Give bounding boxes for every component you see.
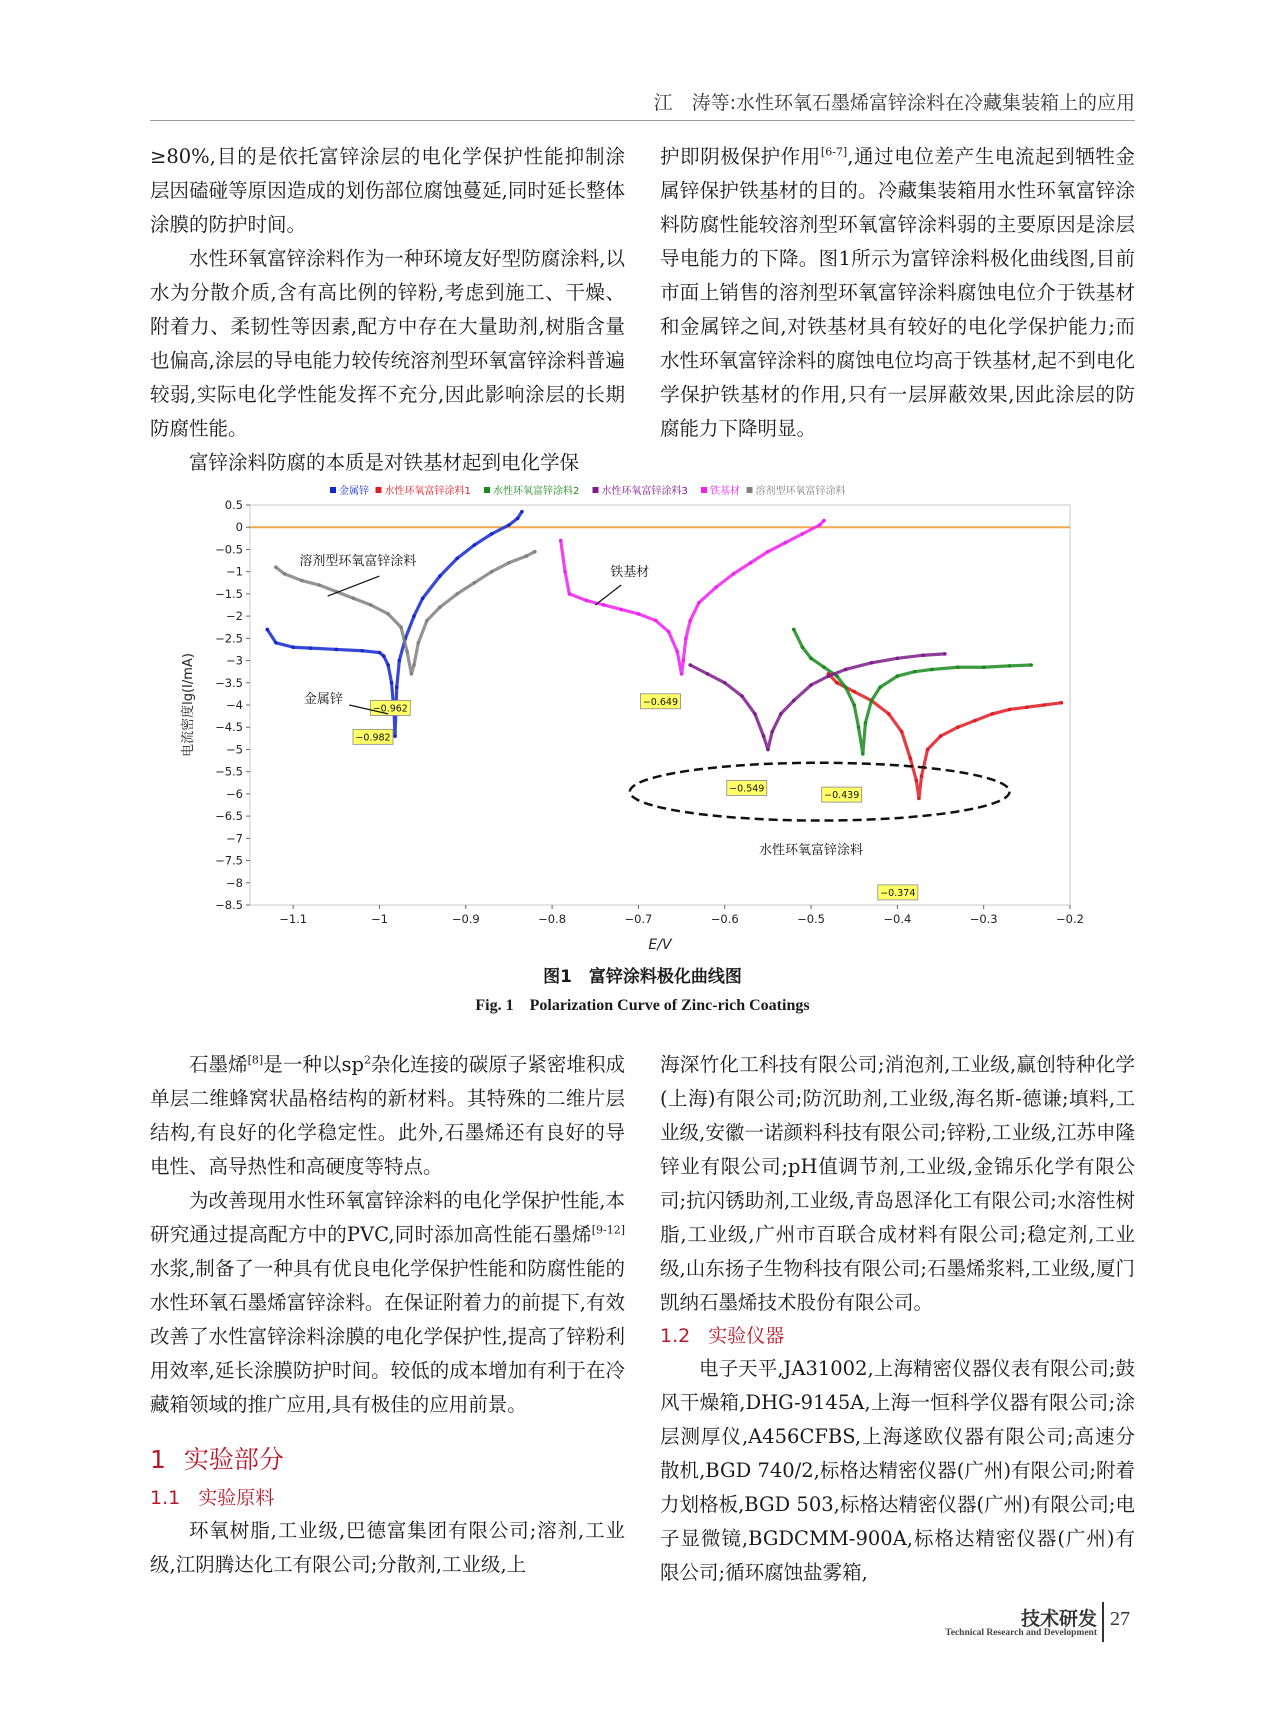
data-point: [818, 523, 822, 527]
data-point: [386, 612, 390, 616]
data-point: [425, 619, 429, 623]
data-point: [455, 557, 459, 561]
text-run: ,通过电位差产生电流起到牺牲金属锌保护铁基材的目的。冷藏集装箱用水性环氧富锌涂料防腐性能较溶剂型环氧富锌涂料弱的主要原因是涂层导电能力的下降。图1所示为富锌涂料极化曲线图,目前市面上销售的溶剂型环氧富锌涂料腐蚀电位介于铁基材和金属锌之间,对铁基材具有较好的电化学保护能力;而水性环氧富锌涂料的腐蚀电位均高于铁基材,起不到电化学保护铁基材的作用,只有一层屏蔽效果,因此涂层的防腐能力下降明显。: [660, 145, 1135, 440]
data-point: [675, 650, 679, 654]
data-point: [844, 685, 848, 689]
paragraph: 环氧树脂,工业级,巴德富集团有限公司;溶剂,工业级,江阴腾达化工有限公司;分散剂,工业级,上: [150, 1519, 625, 1576]
data-point: [915, 779, 919, 783]
data-point: [520, 510, 524, 514]
value-label: −0.982: [355, 732, 391, 744]
y-tick-label: −4: [226, 698, 243, 712]
value-label: −0.374: [880, 887, 916, 899]
data-point: [395, 685, 399, 689]
data-point: [399, 625, 403, 629]
y-tick-label: −1.5: [215, 586, 243, 601]
data-point: [762, 734, 766, 738]
data-point: [864, 721, 868, 725]
data-point: [982, 665, 986, 669]
running-header: 江 涛等:水性环氧石墨烯富锌涂料在冷藏集装箱上的应用: [653, 92, 1135, 114]
y-tick-label: −7.5: [215, 853, 243, 868]
data-point: [291, 645, 295, 649]
data-point: [684, 637, 688, 641]
data-point: [896, 674, 900, 678]
y-tick-label: −2.5: [215, 631, 243, 646]
data-point: [835, 681, 839, 685]
subsection-title: 实验仪器: [708, 1325, 785, 1347]
legend-marker: [593, 487, 599, 493]
data-point: [619, 608, 623, 612]
data-point: [926, 748, 930, 752]
data-point: [438, 605, 442, 609]
data-point: [822, 665, 826, 669]
data-point: [917, 797, 921, 801]
data-point: [900, 730, 904, 734]
text-run: 护即阴极保护作用: [660, 145, 821, 168]
subsection-heading: [150, 1482, 625, 1514]
annotation-label: 金属锌: [303, 691, 343, 707]
paragraph: [660, 140, 1135, 446]
data-point: [473, 581, 477, 585]
data-point: [991, 712, 995, 716]
data-point: [930, 668, 934, 672]
data-point: [283, 572, 287, 576]
data-point: [507, 523, 511, 527]
data-point: [852, 690, 856, 694]
y-axis-label: 电流密度lg(I/mA): [181, 653, 196, 757]
data-point: [920, 774, 924, 778]
data-point: [1060, 701, 1064, 705]
x-tick-label: −0.6: [710, 912, 739, 926]
data-point: [801, 645, 805, 649]
x-tick-label: −0.3: [969, 912, 998, 926]
upper-left-column: [150, 140, 625, 480]
data-point: [779, 712, 783, 716]
x-axis-label: E/V: [648, 937, 672, 953]
x-tick-label: −0.9: [451, 912, 480, 926]
data-point: [490, 532, 494, 536]
data-point: [490, 570, 494, 574]
data-point: [913, 670, 917, 674]
data-point: [732, 572, 736, 576]
data-point: [390, 681, 394, 685]
data-point: [688, 663, 692, 667]
annotation-label: 水性环氧富锌涂料: [759, 842, 864, 858]
data-point: [770, 730, 774, 734]
section-number: 1: [150, 1445, 166, 1474]
data-point: [801, 532, 805, 536]
data-point: [1025, 705, 1029, 709]
y-tick-label: −1: [226, 564, 243, 579]
y-tick-label: −5: [226, 742, 243, 757]
data-point: [412, 614, 416, 618]
legend-label: 金属锌: [339, 486, 369, 497]
footer-section-en: Technical Research and Development: [945, 1628, 1097, 1638]
data-point: [455, 592, 459, 596]
data-point: [973, 719, 977, 723]
data-point: [1029, 663, 1033, 667]
subsection-number: 1.1: [150, 1487, 181, 1509]
page-number: 27: [1110, 1608, 1130, 1630]
y-tick-label: −2: [226, 609, 243, 624]
data-point: [753, 712, 757, 716]
data-point: [405, 650, 409, 654]
data-point: [706, 672, 710, 676]
data-point: [887, 712, 891, 716]
data-point: [878, 685, 882, 689]
data-point: [317, 583, 321, 587]
data-point: [654, 619, 658, 623]
data-point: [568, 592, 572, 596]
data-point: [559, 539, 563, 543]
data-point: [870, 661, 874, 665]
y-tick-label: −8.5: [215, 898, 243, 912]
y-tick-label: −5.5: [215, 764, 243, 779]
value-label: −0.549: [729, 783, 765, 795]
text-run: 石墨烯: [189, 1053, 248, 1076]
data-point: [921, 653, 925, 657]
data-point: [844, 668, 848, 672]
data-point: [956, 665, 960, 669]
data-point: [637, 612, 641, 616]
data-point: [909, 757, 913, 761]
data-point: [473, 543, 477, 547]
data-point: [360, 649, 364, 653]
data-point: [667, 630, 671, 634]
upper-right-column: [660, 140, 1135, 446]
y-tick-label: −4.5: [215, 720, 243, 735]
data-point: [524, 554, 528, 558]
annotation-label: 铁基材: [610, 565, 650, 581]
data-point: [766, 748, 770, 752]
data-point: [827, 674, 831, 678]
x-tick-label: −0.7: [624, 912, 653, 926]
data-point: [857, 725, 861, 729]
subsection-heading: [660, 1320, 1135, 1352]
legend-marker: [484, 487, 490, 493]
data-point: [956, 725, 960, 729]
data-point: [943, 652, 947, 656]
paragraph: 水性环氧富锌涂料作为一种环境友好型防腐涂料,以水为分散介质,含有高比例的锌粉,考虑到施工、干燥、附着力、柔韧性等因素,配方中存在大量助剂,树脂含量也偏高,涂层的导电能力较传统溶剂型环氧富锌涂料普遍较弱,实际电化学性能发挥不充分,因此影响涂层的长期防腐性能。: [150, 247, 625, 440]
value-label: −0.649: [642, 696, 679, 708]
paragraph: ≥80%,目的是依托富锌涂层的电化学保护性能抑制涂层因磕碰等原因造成的划伤部位腐蚀蔓延,同时延长整体涂膜的防护时间。: [150, 145, 625, 236]
subsection-title: 实验原料: [198, 1487, 275, 1509]
data-point: [809, 683, 813, 687]
data-point: [335, 648, 339, 652]
data-point: [861, 752, 865, 756]
data-point: [274, 641, 278, 645]
figure-caption-en: Fig. 1 Polarization Curve of Zinc-rich Coatings: [475, 997, 810, 1014]
legend-label: 水性环氧富锌涂料2: [493, 486, 580, 497]
x-tick-label: −0.8: [538, 912, 567, 926]
x-tick-label: −0.2: [1056, 912, 1084, 926]
legend-label: 水性环氧富锌涂料3: [601, 486, 688, 497]
paragraph: [150, 1184, 625, 1422]
data-point: [1042, 703, 1046, 707]
data-point: [585, 599, 589, 603]
x-tick-label: −0.4: [883, 912, 912, 926]
y-tick-label: −3.5: [215, 675, 243, 690]
paragraph: 富锌涂料防腐的本质是对铁基材起到电化学保: [189, 451, 580, 474]
legend-label: 水性环氧富锌涂料1: [384, 486, 471, 497]
data-point: [265, 628, 269, 632]
paragraph: 海深竹化工科技有限公司;消泡剂,工业级,赢创特种化学(上海)有限公司;防沉助剂,工业级,海名斯-德谦;填料,工业级,安徽一诺颜料科技有限公司;锌粉,工业级,江苏申隆锌业有限公司;pH值调节剂,工业级,金锦乐化学有限公司;抗闪锈助剂,工业级,青岛恩泽化工有限公司;水溶性树脂,工业级,广州市百联合成材料有限公司;稳定剂,工业级,山东扬子生物科技有限公司;石墨烯浆料,工业级,厦门凯纳石墨烯技术股份有限公司。: [660, 1053, 1135, 1314]
legend-label: 溶剂型环氧富锌涂料: [755, 486, 846, 497]
y-tick-label: −8: [226, 875, 243, 890]
data-point: [602, 603, 606, 607]
data-point: [516, 517, 520, 521]
data-point: [393, 734, 397, 738]
data-point: [822, 519, 826, 523]
value-label: −0.439: [824, 790, 860, 802]
y-tick-label: −3: [226, 653, 243, 668]
legend-marker: [747, 487, 753, 493]
data-point: [1008, 664, 1012, 668]
text-run: 为改善现用水性环氧富锌涂料的电化学保护性能,本研究通过提高配方中的PVC,同时添加高性能石墨烯: [150, 1189, 625, 1246]
value-label: −0.962: [372, 703, 408, 715]
x-tick-label: −1: [370, 912, 388, 926]
data-point: [533, 550, 537, 554]
data-point: [1008, 708, 1012, 712]
data-point: [783, 541, 787, 545]
superscript: 2: [363, 1053, 371, 1067]
data-point: [809, 657, 813, 661]
data-point: [378, 651, 382, 655]
paragraph: [150, 1048, 625, 1184]
data-point: [792, 699, 796, 703]
data-point: [870, 699, 874, 703]
data-point: [382, 654, 386, 658]
legend-label: 铁基材: [710, 486, 740, 497]
lower-right-column: [660, 1048, 1135, 1590]
x-tick-label: −0.5: [797, 912, 826, 926]
text-run: 是一种以sp: [263, 1053, 364, 1076]
data-point: [740, 694, 744, 698]
y-tick-label: −6: [226, 786, 243, 801]
y-tick-label: −6.5: [215, 809, 243, 824]
data-point: [412, 663, 416, 667]
data-point: [896, 657, 900, 661]
polarization-chart: [170, 475, 1090, 955]
data-point: [749, 561, 753, 565]
data-point: [300, 579, 304, 583]
data-point: [852, 703, 856, 707]
header-divider: [150, 120, 1135, 121]
data-point: [507, 561, 511, 565]
data-point: [714, 585, 718, 589]
figure-caption-zh: 图1 富锌涂料极化曲线图: [543, 967, 742, 987]
data-point: [939, 734, 943, 738]
text-run: 杂化连接的碳原子紧密堆积成单层二维蜂窝状晶格结构的新材料。其特殊的二维片层结构,有良好的化学稳定性。此外,石墨烯还有良好的导电性、高导热性和高硬度等特点。: [150, 1053, 625, 1178]
data-point: [723, 681, 727, 685]
data-point: [421, 597, 425, 601]
data-point: [680, 672, 684, 676]
data-point: [398, 659, 402, 663]
data-point: [369, 603, 373, 607]
citation: [9-12]: [591, 1223, 625, 1237]
data-point: [352, 597, 356, 601]
data-point: [697, 601, 701, 605]
data-point: [309, 646, 313, 650]
data-point: [410, 672, 414, 676]
legend-marker: [376, 487, 382, 493]
section-title: 实验部分: [183, 1445, 284, 1474]
legend-marker: [330, 487, 336, 493]
data-point: [792, 628, 796, 632]
section-heading: [150, 1440, 625, 1480]
citation: [6-7]: [820, 145, 848, 159]
data-point: [682, 659, 686, 663]
footer-section-zh: 技术研发: [1020, 1608, 1097, 1630]
x-tick-label: −1.1: [279, 912, 308, 926]
data-point: [766, 550, 770, 554]
chart-svg: [170, 475, 1090, 955]
data-point: [563, 570, 567, 574]
citation: [8]: [247, 1053, 264, 1067]
data-point: [274, 565, 278, 569]
subsection-number: 1.2: [660, 1325, 691, 1347]
y-tick-label: −0.5: [215, 542, 243, 557]
data-point: [438, 574, 442, 578]
data-point: [386, 663, 390, 667]
paragraph: 电子天平,JA31002,上海精密仪器仪表有限公司;鼓风干燥箱,DHG-9145A,上海一恒科学仪器有限公司;涂层测厚仪,A456CFBS,上海遂欧仪器有限公司;高速分散机,BGD 740/2,标格达精密仪器(广州)有限公司;附着力划格板,BGD 503,标格达精密仪器(广州)有限公司;电子显微镜,BGDCMM-900A,标格达精密仪器(广州)有限公司;循环腐蚀盐雾箱,: [660, 1357, 1135, 1584]
lower-left-column: [150, 1048, 625, 1582]
footer-divider: [1102, 1602, 1104, 1642]
annotation-label: 溶剂型环氧富锌涂料: [299, 554, 417, 569]
y-tick-label: −7: [226, 831, 243, 846]
data-point: [417, 641, 421, 645]
legend-marker: [701, 487, 707, 493]
data-point: [688, 619, 692, 623]
text-run: 水浆,制备了一种具有优良电化学保护性能和防腐性能的水性环氧石墨烯富锌涂料。在保证附着力的前提下,有效改善了水性富锌涂料涂膜的电化学保护性,提高了锌粉利用效率,延长涂膜防护时间。较低的成本增加有利于在冷藏箱领域的推广应用,具有极佳的应用前景。: [150, 1257, 625, 1416]
y-tick-label: 0.5: [224, 498, 243, 512]
y-tick-label: 0: [235, 520, 243, 535]
